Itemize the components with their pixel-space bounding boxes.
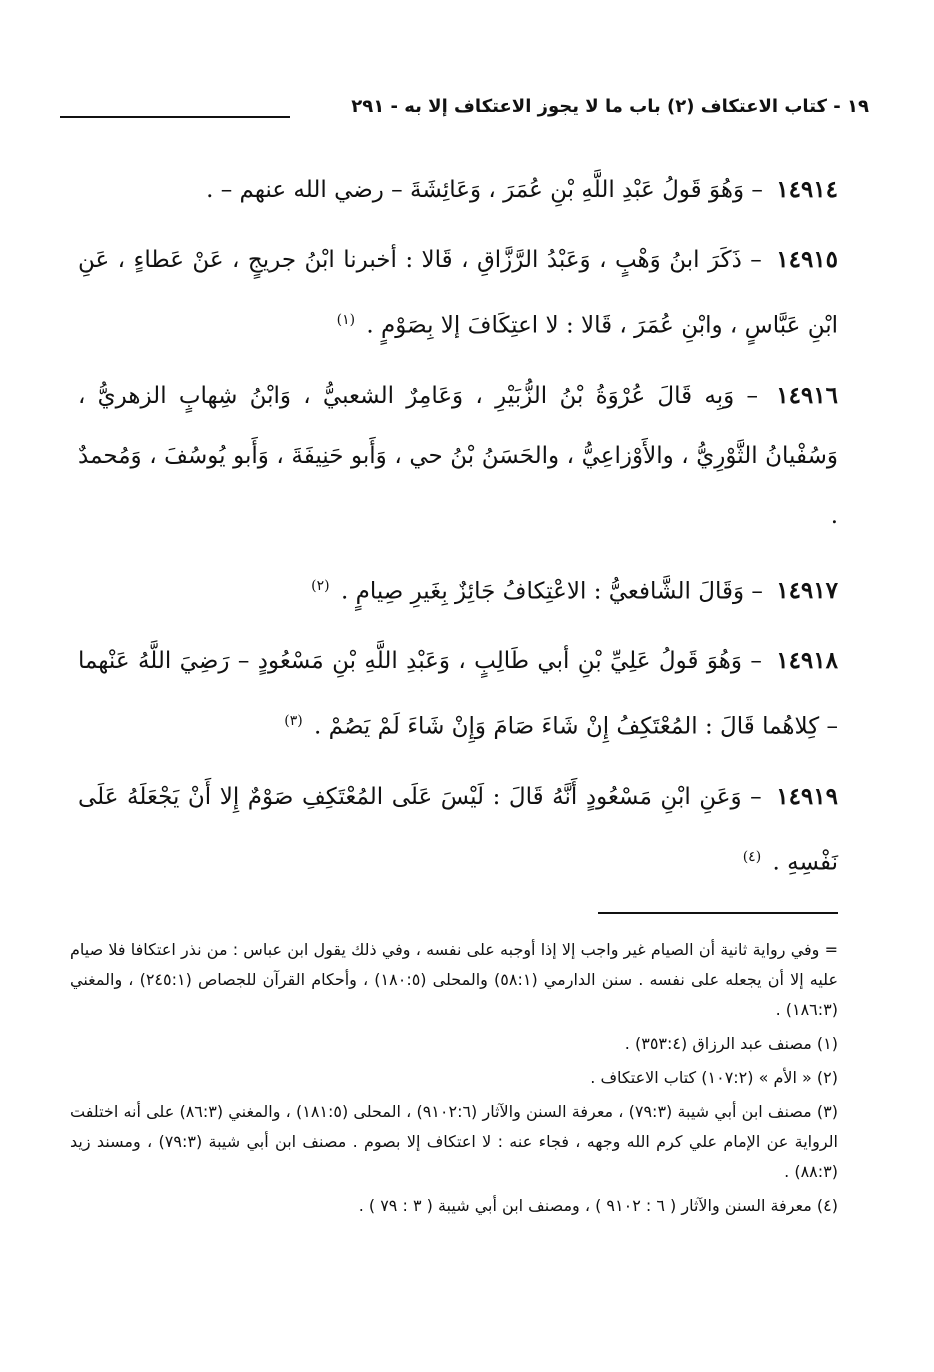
paragraph	[78, 556, 838, 622]
paragraph-number: ١٤٩١٨	[776, 647, 838, 675]
paragraph-text: – وَقَالَ الشَّافعيُّ : الاعْتِكافُ جَائِزٌ بِغَيرِ صِيامٍ .	[340, 578, 763, 605]
running-header	[60, 92, 869, 132]
footnote: (٣) مصنف ابن أبي شيبة (٧٩:٣) ، معرفة السنن والآثار (٩١٠٢:٦) ، المحلى (١٨١:٥) ، والمغني (٨٦:٣) على أنه اختلفت الرواية عن الإمام علي كرم الله وجهه ، فجاء عنه : لا اعتكاف إلا بصوم . مصنف ابن أبي شيبة (٧٩:٣) ، ومسند زيد (٨٨:٣) .	[70, 1102, 839, 1181]
header-title: ١٩ - كتاب الاعتكاف (٢) باب ما لا يجوز الاعتكاف إلا به - ٢٩١	[351, 96, 869, 117]
paragraph-text: – وَبِه قَالَ عُرْوَةُ بْنُ الزُّبَيْرِ ، وَعَامِرٌ الشعبيُّ ، وَابْنُ شِهابٍ الزهريُّ ، وَسُفْيانُ الثَّوْرِيُّ ، والأَوْزاعِيُّ ، والحَسَنُ بْنُ حي ، وَأَبو حَنِيفَةَ ، وَأَبو يُوسُفَ ، وَمُحمدٌ .	[78, 382, 838, 529]
footnote-marker: (١)	[336, 312, 356, 328]
footnote: (٤) معرفة السنن والآثار ( ٦ : ٩١٠٢ ) ، ومصنف ابن أبي شيبة ( ٣ : ٧٩ ) .	[358, 1196, 838, 1215]
main-text	[78, 160, 838, 903]
paragraph	[78, 767, 838, 893]
footnote: (٢) « الأم » (١٠٧:٢) كتاب الاعتكاف .	[590, 1068, 838, 1087]
footnote-separator	[598, 912, 838, 914]
paragraph-number: ١٤٩١٥	[776, 246, 839, 273]
paragraph-number: ١٤٩١٩	[776, 782, 838, 810]
footnote-continued: = وفي رواية ثانية أن الصيام غير واجب إلا إذا أوجبه على نفسه ، وفي ذلك يقول ابن عباس : من نذر اعتكافا فلا صيام عليه إلا أن يجعله على نفسه . سنن الدارمي (٥٨:١) والمحلى (١٨٠:٥) ، وأحكام القرآن للجصاص (٢٤٥:١) ، والمغني (١٨٦:٣) .	[70, 940, 838, 1019]
paragraph-number: ١٤٩١٦	[776, 381, 838, 409]
footnote-marker: (٢)	[311, 577, 330, 594]
paragraph	[78, 160, 838, 220]
paragraph	[78, 230, 838, 356]
footnotes	[70, 935, 838, 1225]
paragraph-text: – وَهُوَ قَولُ عَلِيِّ بْنِ أبي طَالِبٍ ، وَعَبْدِ اللَّهِ بْنِ مَسْعُودٍ – رَضِيَ اللَّهُ عَنْهما – كِلاهُما قَالَ : المُعْتَكِفُ إِنْ شَاءَ صَامَ وَإِنْ شَاءَ لَمْ يَصُمْ .	[78, 648, 838, 740]
paragraph-number: ١٤٩١٧	[776, 577, 838, 605]
footnote: (١) مصنف عبد الرزاق (٣٥٣:٤) .	[624, 1034, 838, 1053]
footnote-marker: (٤)	[742, 848, 762, 865]
paragraph	[78, 366, 838, 546]
paragraph-number: ١٤٩١٤	[776, 176, 838, 203]
paragraph-text: – وَهُوَ قَولُ عَبْدِ اللَّهِ بْنِ عُمَرَ ، وَعَائِشَةَ – رضي الله عنهم – .	[206, 177, 763, 203]
paragraph	[78, 631, 838, 757]
footnote-marker: (٣)	[284, 713, 303, 730]
paragraph-text: – وَعَنِ ابْنِ مَسْعُودٍ أَنَّهُ قَالَ : لَيْسَ عَلَى المُعْتَكِفِ صَوْمٌ إِلا أَنْ يَجْعَلَهُ عَلَى نَفْسِهِ .	[78, 783, 838, 876]
paragraph-text: – ذَكَرَ ابنُ وَهْبٍ ، وَعَبْدُ الرَّزَّاقِ ، قَالا : أخبرنا ابْنُ جريجٍ ، عَنْ عَطاءٍ ، عَنِ ابْنِ عَبَّاسٍ ، وابْنِ عُمَرَ ، قَالا : لا اعتِكَافَ إلا بِصَوْمٍ .	[78, 247, 838, 339]
header-rule	[60, 116, 290, 118]
